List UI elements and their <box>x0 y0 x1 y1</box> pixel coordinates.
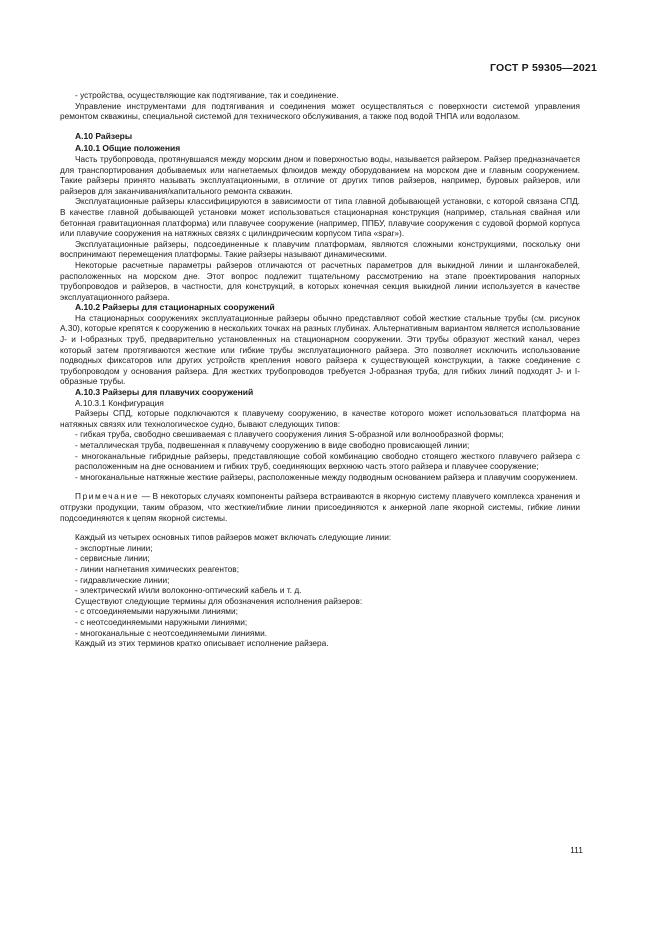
list-item: - экспортные линии; <box>75 542 153 553</box>
paragraph: Некоторые расчетные параметры райзеров отличаются от расчетных параметров для выкидной линии и шлангокабелей, расположенных на морском дне. Этот вопрос подлежит тщательному рассмотрению на этапе проектирования напорных трубопроводов и райзеров, в частности, для конструкций, в которых конечная секция выкидной линии используется в качестве эксплуатационного райзера. <box>60 259 580 302</box>
list-item: - с неотсоединяемыми наружными линиями; <box>75 616 248 627</box>
paragraph: Эксплуатационные райзеры классифицируются в зависимости от типа главной добывающей установки, с которой связана СПД. В качестве главной добывающей установки может использоваться стационарная конструкция (например, стальная свайная или бетонная гравитационная платформа) или плавучее сооружение (например, ППБУ, плавучие сооружения с судовой формой корпуса или плавучие сооружения на натяжных связях с цилиндрическим корпусом типа «spar»). <box>60 196 580 239</box>
paragraph: Управление инструментами для подтягивания и соединения может осуществляться с поверхности системой управления ремонтом скважины, специальной системой для технического обслуживания, а также под водой ТНПА или водолазом. <box>60 100 580 122</box>
subsection-heading: А.10.3 Райзеры для плавучих сооружений <box>75 387 254 398</box>
document-body <box>60 90 580 649</box>
note-text: — В некоторых случаях компоненты райзера встраиваются в якорную систему плавучего комплекса хранения и отгрузки продукции, таким образом, что жесткие/гибкие линии присоединяются к анкерной лапе якорной системы, гибкие линии подсоединяются к цепям якорной системы. <box>60 491 580 523</box>
paragraph: Каждый из четырех основных типов райзеров может включать следующие линии: <box>75 532 392 543</box>
document-header: ГОСТ Р 59305—2021 <box>489 62 597 74</box>
list-item: - электрический и/или волоконно-оптический кабель и т. д. <box>75 585 302 596</box>
list-item: - линии нагнетания химических реагентов; <box>75 563 240 574</box>
paragraph: Райзеры СПД, которые подключаются к плавучему сооружению, в качестве которого может использоваться платформа на натяжных связях или технологическое судно, бывают следующих типов: <box>60 408 580 429</box>
list-item: - устройства, осуществляющие как подтягивание, так и соединение. <box>75 90 339 100</box>
list-item: - многоканальные гибридные райзеры, представляющие собой комбинацию свободно стоящего жесткого плавучего райзера с расположенным на дне основанием и гибких труб, соединяющих верхнюю часть этого райзера и плавучее сооружение; <box>75 450 580 472</box>
note-paragraph <box>60 491 580 523</box>
paragraph: Часть трубопровода, протянувшаяся между морским дном и поверхностью воды, называется райзером. Райзер предназначается для транспортирования добываемых или нагнетаемых флюидов между оборудованием на морском дне и главным сооружением. Такие райзеры принято называть эксплуатационными, в отличие от других типов райзеров, например, буровых райзеров, или райзеров для заканчивания/капитального ремонта скважин. <box>60 153 580 196</box>
list-item: - сервисные линии; <box>75 553 150 564</box>
section-heading: А.10 Райзеры <box>75 130 133 141</box>
list-item: - металлическая труба, подвешенная к плавучему сооружению в виде свободно провисающей линии; <box>75 440 470 450</box>
list-item: - с отсоединяемыми наружными линиями; <box>75 606 238 617</box>
list-item: - гибкая труба, свободно свешиваемая с плавучего сооружения линия S-образной или волнообразной формы; <box>75 429 504 440</box>
paragraph: Каждый из этих терминов кратко описывает исполнение райзера. <box>75 638 329 649</box>
subsection-heading: А.10.2 Райзеры для стационарных сооружений <box>75 302 275 313</box>
note-label: Примечание <box>75 491 140 502</box>
paragraph: Существуют следующие термины для обозначения исполнения райзеров: <box>75 595 363 606</box>
sub-subsection-title: А.10.3.1 Конфигурация <box>75 397 164 408</box>
list-item: - многоканальные с неотсоединяемыми линиями. <box>75 627 268 638</box>
paragraph: Эксплуатационные райзеры, подсоединенные к плавучим платформам, являются сложными конструкциями, поскольку они воспринимают перемещения платформы. Такие райзеры называют динамическими. <box>60 238 580 260</box>
subsection-heading: А.10.1 Общие положения <box>75 143 181 154</box>
paragraph: На стационарных сооружениях эксплуатационные райзеры обычно представляют собой жесткие стальные трубы (см. рисунок А.30), которые крепятся к сооружению в нескольких точках на разных глубинах. Альтернативным вариантом является использование J- и I-образных труб, предварительно установленных на стационарном сооружении. Эти трубы образуют жесткий канал, через который затем протягиваются жесткие или гибкие трубы эксплуатационного райзера. Это позволяет исключить использование подводных фиксаторов или других устройств крепления нового райзера к существующей конструкции, а также соединение с трубопроводом у основания райзера. Для жестких трубопроводов требуется J-образная труба, для гибких линий подходят J- и I-образные трубы. <box>60 312 580 387</box>
list-item: - многоканальные натяжные жесткие райзеры, расположенные между подводным основанием райзера и плавучим сооружением. <box>75 471 578 482</box>
list-item: - гидравлические линии; <box>75 574 170 585</box>
page-number: 111 <box>570 845 583 855</box>
